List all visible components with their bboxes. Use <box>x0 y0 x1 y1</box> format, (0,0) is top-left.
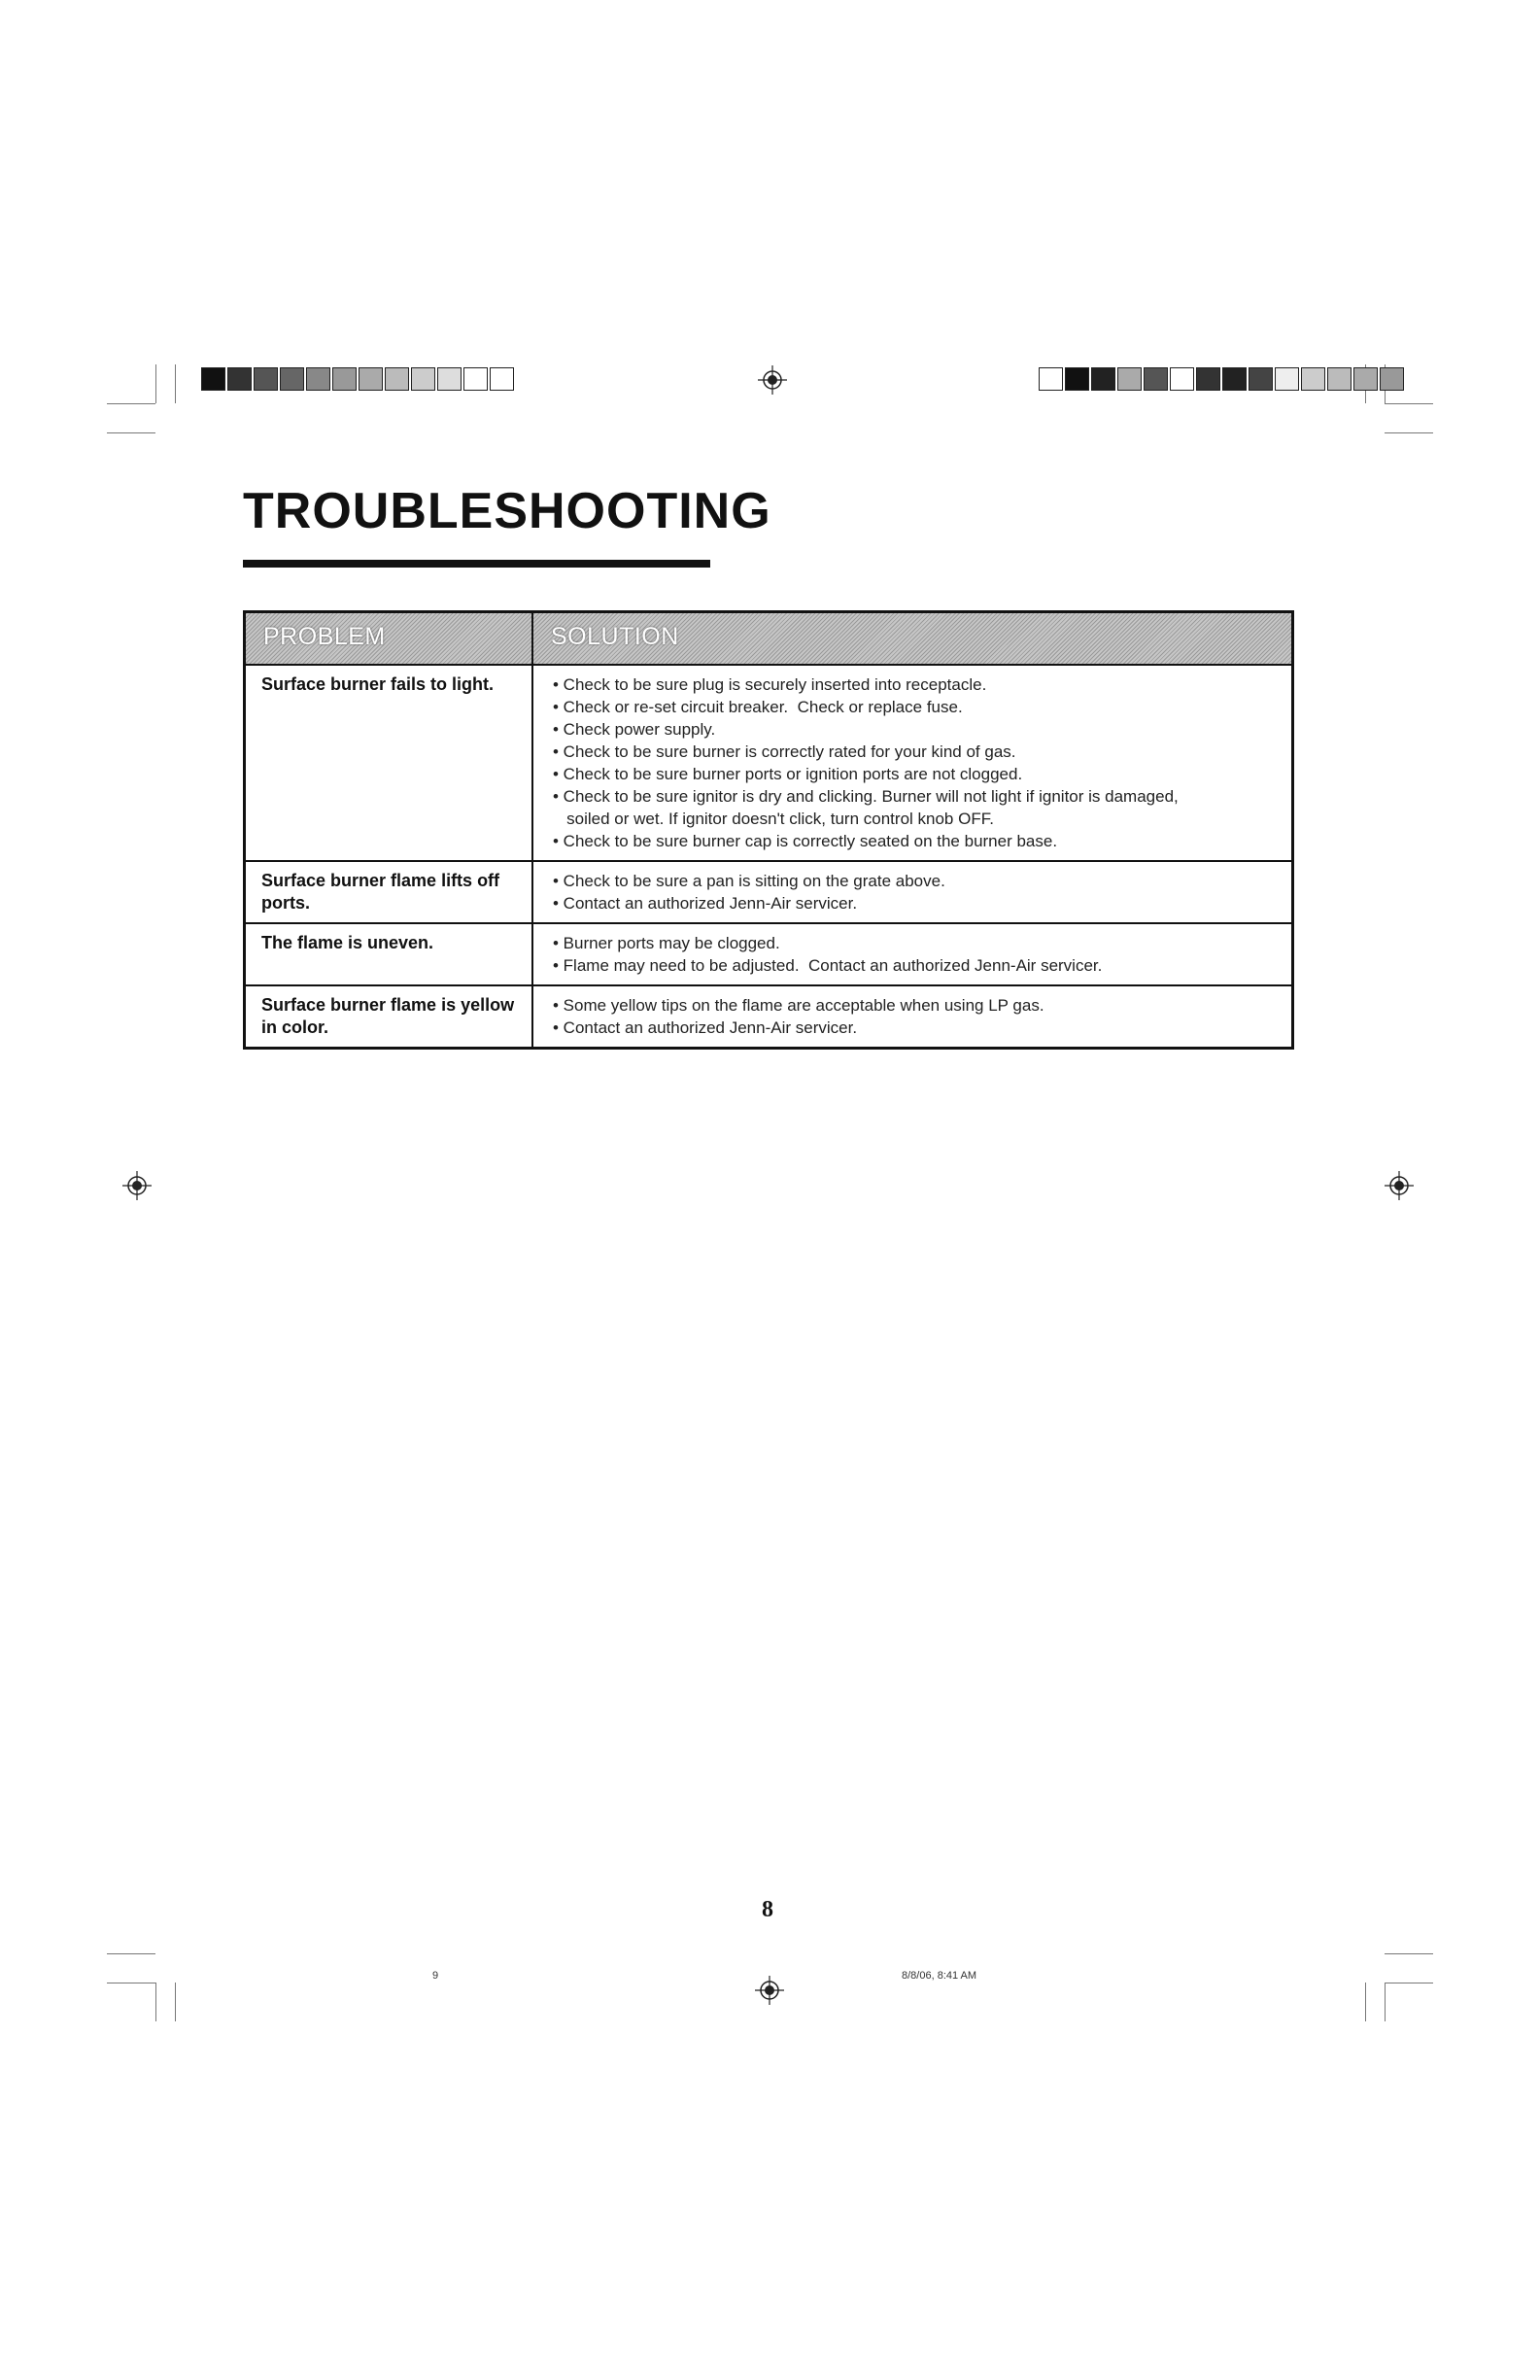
color-swatch <box>490 367 514 391</box>
solution-line: soiled or wet. If ignitor doesn't click, turn control knob OFF. <box>553 810 994 828</box>
color-swatch <box>280 367 304 391</box>
table-header <box>246 613 1291 666</box>
crop-mark <box>1385 1983 1386 2021</box>
crop-mark <box>155 364 156 403</box>
crop-mark <box>155 1983 156 2021</box>
table-body <box>246 666 1291 1047</box>
color-swatch <box>463 367 488 391</box>
color-swatch <box>332 367 357 391</box>
color-swatch <box>1380 367 1404 391</box>
color-swatch <box>359 367 383 391</box>
solution-line: • Check power supply. <box>553 720 716 739</box>
color-bar-left <box>201 367 516 393</box>
color-swatch <box>1275 367 1299 391</box>
solution-line: • Flame may need to be adjusted. Contact an authorized Jenn-Air servicer. <box>553 956 1103 975</box>
problem-cell: Surface burner flame is yellow in color. <box>246 986 533 1047</box>
crop-mark <box>1385 1953 1433 1954</box>
problem-cell: Surface burner flame lifts off ports. <box>246 862 533 922</box>
solution-cell <box>533 666 1291 860</box>
color-swatch <box>227 367 252 391</box>
color-swatch <box>1039 367 1063 391</box>
title-underline <box>243 560 710 568</box>
color-swatch <box>1353 367 1378 391</box>
footer-left-text: 9 <box>432 1970 439 1982</box>
color-swatch <box>1091 367 1115 391</box>
solution-line: • Check to be sure burner ports or ignition ports are not clogged. <box>553 765 1023 783</box>
solution-line: • Some yellow tips on the flame are acceptable when using LP gas. <box>553 996 1044 1015</box>
crop-mark <box>1385 432 1433 433</box>
problem-cell: The flame is uneven. <box>246 924 533 984</box>
problem-cell: Surface burner fails to light. <box>246 666 533 860</box>
color-swatch <box>1065 367 1089 391</box>
registration-target-icon <box>758 365 787 395</box>
color-swatch <box>1117 367 1142 391</box>
solution-cell <box>533 862 1291 922</box>
page-number: 8 <box>762 1897 773 1922</box>
solution-line: • Check to be sure burner is correctly rated for your kind of gas. <box>553 742 1016 761</box>
color-swatch <box>1196 367 1220 391</box>
color-swatch <box>1249 367 1273 391</box>
color-swatch <box>201 367 225 391</box>
solution-line: • Burner ports may be clogged. <box>553 934 780 952</box>
table-row <box>246 924 1291 986</box>
registration-target-icon <box>122 1171 152 1200</box>
crop-mark <box>1385 403 1433 404</box>
registration-target-icon <box>1385 1171 1414 1200</box>
solution-line: • Check or re-set circuit breaker. Check or replace fuse. <box>553 698 963 716</box>
color-swatch <box>254 367 278 391</box>
crop-mark <box>1365 1983 1366 2021</box>
solution-line: • Check to be sure burner cap is correctly seated on the burner base. <box>553 832 1058 850</box>
table-row <box>246 986 1291 1047</box>
solution-header: SOLUTION <box>551 623 679 650</box>
color-swatch <box>1222 367 1247 391</box>
color-swatch <box>1144 367 1168 391</box>
registration-target-icon <box>755 1976 784 2005</box>
solution-line: • Contact an authorized Jenn-Air servicer. <box>553 894 858 913</box>
crop-mark <box>175 1983 176 2021</box>
solution-cell <box>533 924 1291 984</box>
color-swatch <box>1170 367 1194 391</box>
color-bar-right <box>1039 367 1406 393</box>
footer-date-text: 8/8/06, 8:41 AM <box>902 1970 977 1982</box>
problem-header: PROBLEM <box>246 613 533 664</box>
page-title: TROUBLESHOOTING <box>243 483 771 539</box>
color-swatch <box>306 367 330 391</box>
troubleshooting-table <box>243 610 1294 1050</box>
solution-cell <box>533 986 1291 1047</box>
solution-line: • Contact an authorized Jenn-Air servicer. <box>553 1018 858 1037</box>
table-row <box>246 666 1291 862</box>
solution-line: • Check to be sure plug is securely inserted into receptacle. <box>553 675 987 694</box>
solution-line: • Check to be sure ignitor is dry and clicking. Burner will not light if ignitor is damaged, <box>553 787 1179 806</box>
color-swatch <box>411 367 435 391</box>
color-swatch <box>1327 367 1352 391</box>
solution-line: • Check to be sure a pan is sitting on the grate above. <box>553 872 945 890</box>
crop-mark <box>107 432 155 433</box>
color-swatch <box>1301 367 1325 391</box>
crop-mark <box>175 364 176 403</box>
crop-mark <box>107 403 155 404</box>
color-swatch <box>385 367 409 391</box>
table-row <box>246 862 1291 924</box>
color-swatch <box>437 367 462 391</box>
crop-mark <box>107 1953 155 1954</box>
